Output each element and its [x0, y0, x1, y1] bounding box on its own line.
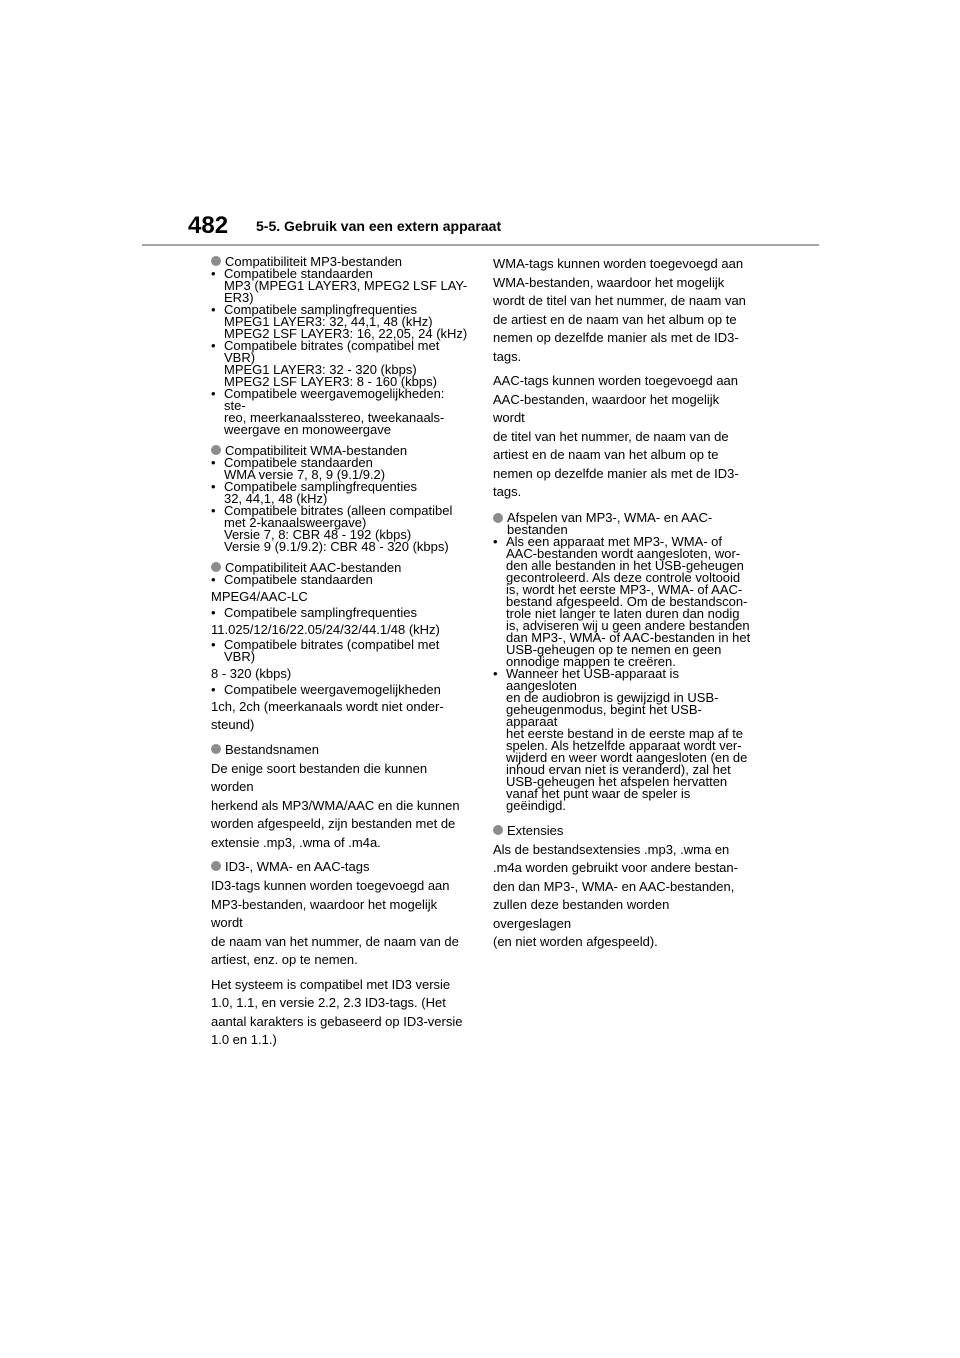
paragraph: [211, 760, 469, 853]
dash-bullet-icon: •: [493, 665, 498, 681]
playback-items: [493, 533, 751, 813]
item-line: USB-geheugen op te nemen en geen: [506, 641, 722, 657]
para-line: 1.0 en 1.1.): [211, 1032, 277, 1047]
item-line: spelen. Als hetzelfde apparaat wordt ver-: [506, 737, 742, 753]
aac-value: [211, 698, 469, 735]
item-line: Compatibele samplingfrequenties: [224, 479, 417, 494]
item-line: WMA versie 7, 8, 9 (9.1/9.2): [224, 467, 386, 482]
heading-line: Afspelen van MP3-, WMA- en AAC-: [507, 509, 713, 525]
section-title: 5-5. Gebruik van een extern apparaat: [256, 218, 502, 234]
para-line: nemen op dezelfde manier als met de ID3-: [493, 465, 739, 481]
para-line: de artiest en de naam van het album op te: [493, 311, 737, 327]
dash-bullet-icon: •: [211, 681, 216, 697]
item-line: den alle bestanden in het USB-geheugen: [506, 557, 744, 573]
aac-items: [211, 604, 469, 620]
playback-heading: [493, 509, 751, 537]
list-item: [211, 340, 469, 388]
item-line: onnodige mappen te creëren.: [506, 653, 676, 669]
para-line: artiest en de naam van het album op te: [493, 447, 719, 462]
heading-text: Compatibiliteit MP3-bestanden: [225, 254, 403, 269]
aac-items: [211, 681, 469, 697]
item-line: MPEG1 LAYER3: 32, 44,1, 48 (kHz): [224, 314, 433, 329]
dash-bullet-icon: •: [211, 572, 216, 587]
item-line: Compatibele bitrates (compatibel met: [224, 637, 440, 652]
item-line: Compatibele samplingfrequenties: [224, 302, 417, 317]
list-item: [211, 604, 469, 620]
item-line: MP3 (MPEG1 LAYER3, MPEG2 LSF LAY-: [224, 278, 468, 293]
para-line: 1.0, 1.1, en versie 2.2, 2.3 ID3-tags. (Het: [211, 995, 446, 1010]
dash-bullet-icon: •: [211, 503, 216, 518]
dash-bullet-icon: •: [493, 533, 498, 549]
mp3-section: [211, 255, 469, 436]
item-line: Compatibele standaarden: [224, 572, 373, 587]
para-line: De enige soort bestanden die kunnen worden: [211, 760, 428, 794]
item-line: trole niet langer te laten duren dan nodig: [506, 605, 740, 621]
dash-bullet-icon: •: [211, 604, 216, 620]
item-line: ER3): [224, 290, 254, 305]
filenames-heading: [211, 743, 469, 756]
item-line: VBR): [224, 350, 256, 365]
item-line: Compatibele weergavemogelijkheden: ste-: [224, 386, 445, 413]
paragraph: [493, 255, 751, 366]
para-line: de titel van het nummer, de naam van de: [493, 428, 729, 444]
tags-heading: [211, 860, 469, 873]
paragraph: [493, 841, 751, 952]
page-number: 482: [188, 212, 229, 239]
item-line: wijderd en weer wordt aangesloten (en de: [506, 749, 748, 765]
dash-bullet-icon: •: [211, 386, 216, 401]
item-line: Compatibele weergavemogelijkheden: [224, 681, 441, 697]
paragraph: [493, 372, 751, 502]
list-item: [211, 457, 469, 481]
bullet-dot-icon: [493, 825, 503, 835]
item-line: Compatibele bitrates (alleen compatibel: [224, 503, 453, 518]
right-column: [493, 255, 751, 960]
item-line: AAC-bestanden wordt aangesloten, wor-: [506, 545, 741, 561]
para-line: WMA-tags kunnen worden toegevoegd aan: [493, 256, 744, 271]
item-line: reo, meerkanaalsstereo, tweekanaals-: [224, 410, 445, 425]
item-line: dan MP3-, WMA- of AAC-bestanden in het: [506, 629, 751, 645]
item-line: en de audiobron is gewijzigd in USB-: [506, 689, 719, 705]
header-rule: [142, 244, 819, 246]
para-line: AAC-bestanden, waardoor het mogelijk wordt: [493, 391, 720, 425]
item-line: weergave en monoweergave: [224, 422, 391, 437]
wma-items: [211, 457, 469, 553]
paragraph: [211, 877, 469, 970]
aac-items: [211, 639, 469, 663]
list-item: [211, 304, 469, 340]
wma-section: [211, 444, 469, 553]
item-line: is, adviseren wij u geen andere bestanden: [506, 617, 750, 633]
list-item: [211, 481, 469, 505]
item-line: MPEG2 LSF LAYER3: 16, 22,05, 24 (kHz): [224, 326, 468, 341]
list-item: [211, 681, 469, 697]
heading-line: bestanden: [507, 521, 568, 537]
bullet-dot-icon: [211, 445, 221, 455]
para-line: den dan MP3-, WMA- en AAC-bestanden,: [493, 878, 735, 894]
item-line: is, wordt het eerste MP3-, WMA- of AAC-: [506, 581, 743, 597]
item-line: bestand afgespeeld. Om de bestandscon-: [506, 593, 748, 609]
heading-text: Extensies: [507, 822, 564, 838]
para-line: aantal karakters is gebaseerd op ID3-versie: [211, 1013, 463, 1029]
para-line: worden afgespeeld, zijn bestanden met de: [211, 816, 456, 831]
para-line: ID3-tags kunnen worden toegevoegd aan: [211, 878, 450, 893]
item-line: MPEG2 LSF LAYER3: 8 - 160 (kbps): [224, 374, 437, 389]
bullet-dot-icon: [211, 861, 221, 871]
para-line: Als de bestandsextensies .mp3, .wma en: [493, 841, 730, 857]
heading-text: Bestandsnamen: [225, 741, 319, 757]
value-line: steund): [211, 717, 255, 732]
heading-text: ID3-, WMA- en AAC-tags: [225, 859, 370, 874]
para-line: Het systeem is compatibel met ID3 versie: [211, 976, 451, 992]
item-line: gecontroleerd. Als deze controle voltooid: [506, 569, 741, 585]
item-line: geheugenmodus, begint het USB-apparaat: [506, 701, 702, 729]
item-line: inhoud ervan niet is veranderd), zal het: [506, 761, 731, 777]
para-line: herkend als MP3/WMA/AAC en die kunnen: [211, 797, 460, 813]
list-item: [211, 268, 469, 304]
aac-value: MPEG4/AAC-LC: [211, 589, 308, 604]
para-line: tags.: [493, 484, 522, 499]
para-line: WMA-bestanden, waardoor het mogelijk: [493, 274, 725, 290]
para-line: extensie .mp3, .wma of .m4a.: [211, 834, 381, 850]
aac-items: [211, 574, 469, 586]
item-line: Compatibele bitrates (compatibel met: [224, 338, 440, 353]
list-item: [211, 505, 469, 553]
aac-section: [211, 561, 469, 735]
item-line: vanaf het punt waar de speler is geëindigd.: [506, 785, 691, 813]
item-line: Compatibele samplingfrequenties: [224, 604, 417, 620]
bullet-dot-icon: [211, 562, 221, 572]
para-line: artiest, enz. op te nemen.: [211, 952, 358, 967]
item-line: USB-geheugen het afspelen hervatten: [506, 773, 728, 789]
dash-bullet-icon: •: [211, 455, 216, 470]
list-item: [211, 639, 469, 663]
bullet-dot-icon: [211, 256, 221, 266]
item-line: het eerste bestand in de eerste map af te: [506, 725, 744, 741]
mp3-items: [211, 268, 469, 436]
extensions-heading: [493, 824, 751, 837]
left-column: [211, 255, 469, 1058]
tags-section: [211, 860, 469, 1050]
para-line: tags.: [493, 348, 522, 364]
list-item: [211, 388, 469, 436]
aac-value: 8 - 320 (kbps): [211, 666, 292, 681]
para-line: zullen deze bestanden worden overgeslagen: [493, 897, 670, 931]
para-line: .m4a worden gebruikt voor andere bestan-: [493, 860, 738, 875]
para-line: AAC-tags kunnen worden toegevoegd aan: [493, 373, 739, 388]
para-line: wordt de titel van het nummer, de naam van: [493, 293, 746, 308]
item-line: Versie 9 (9.1/9.2): CBR 48 - 320 (kbps): [224, 539, 449, 554]
bullet-dot-icon: [493, 513, 503, 523]
para-line: (en niet worden afgespeeld).: [493, 934, 658, 949]
aac-value: 11.025/12/16/22.05/24/32/44.1/48 (kHz): [211, 621, 440, 637]
item-line: 32, 44,1, 48 (kHz): [224, 491, 328, 506]
heading-text: Compatibiliteit WMA-bestanden: [225, 443, 408, 458]
item-line: met 2-kanaalsweergave): [224, 515, 367, 530]
dash-bullet-icon: •: [211, 302, 216, 317]
item-line: Compatibele standaarden: [224, 266, 373, 281]
item-line: MPEG1 LAYER3: 32 - 320 (kbps): [224, 362, 417, 377]
dash-bullet-icon: •: [211, 479, 216, 494]
para-line: MP3-bestanden, waardoor het mogelijk wordt: [211, 896, 438, 930]
extensions-section: [493, 824, 751, 952]
playback-section: [493, 509, 751, 813]
filenames-section: [211, 743, 469, 853]
heading-text: Compatibiliteit AAC-bestanden: [225, 560, 402, 575]
list-item: [493, 665, 751, 813]
value-line: 1ch, 2ch (meerkanaals wordt niet onder-: [211, 698, 444, 714]
dash-bullet-icon: •: [211, 637, 216, 652]
item-line: Compatibele standaarden: [224, 455, 373, 470]
list-item: [211, 574, 469, 586]
list-item: [493, 533, 751, 669]
item-line: Als een apparaat met MP3-, WMA- of: [506, 533, 723, 549]
item-line: Versie 7, 8: CBR 48 - 192 (kbps): [224, 527, 412, 542]
para-line: de naam van het nummer, de naam van de: [211, 933, 459, 949]
para-line: nemen op dezelfde manier als met de ID3-: [493, 330, 739, 345]
dash-bullet-icon: •: [211, 266, 216, 281]
item-line: VBR): [224, 649, 256, 664]
bullet-dot-icon: [211, 744, 221, 754]
dash-bullet-icon: •: [211, 338, 216, 353]
item-line: Wanneer het USB-apparaat is aangesloten: [506, 665, 679, 693]
paragraph: [211, 976, 469, 1050]
